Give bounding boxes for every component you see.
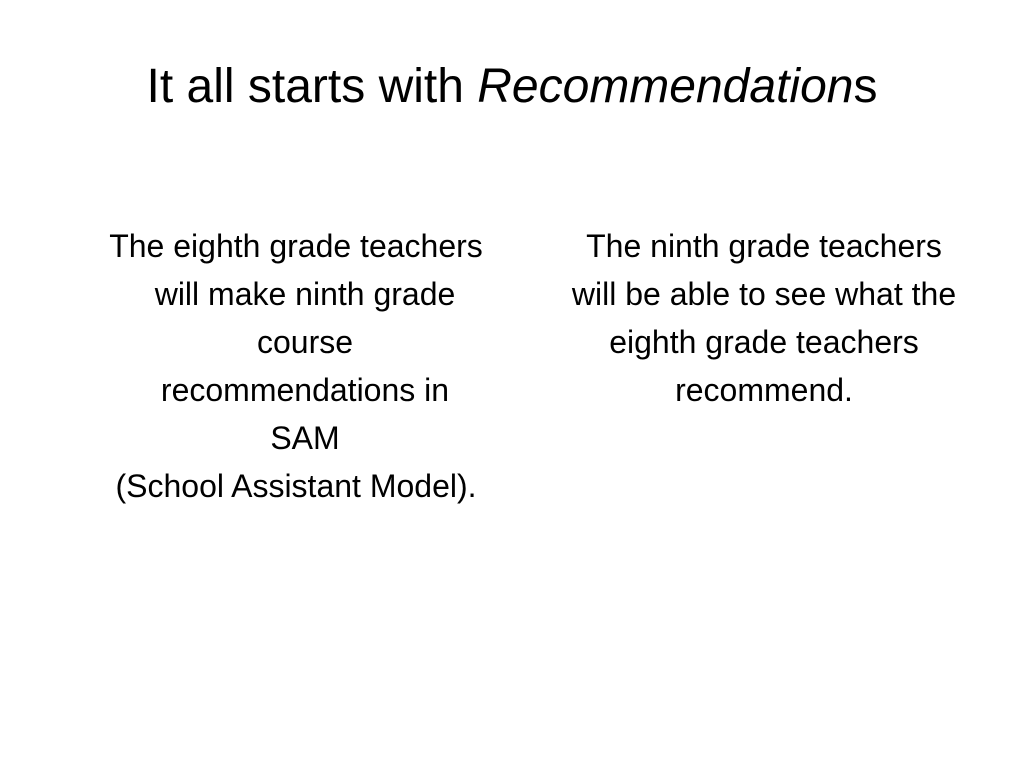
left-column — [108, 222, 484, 510]
left-paragraph-sam-definition: (School Assistant Model). — [115, 468, 477, 504]
title-italic-word: Recommendation — [477, 60, 854, 113]
title-prefix: It all starts with — [146, 60, 478, 113]
title-suffix: s — [853, 60, 878, 113]
right-column — [566, 222, 962, 414]
left-paragraph-recommendations: The eighth grade teachers will make ninth grade course recommendations in SAM — [109, 228, 483, 456]
right-paragraph-ninth-grade: The ninth grade teachers will be able to see what the eighth grade teachers recommend. — [571, 228, 957, 408]
slide-title — [0, 58, 1024, 116]
